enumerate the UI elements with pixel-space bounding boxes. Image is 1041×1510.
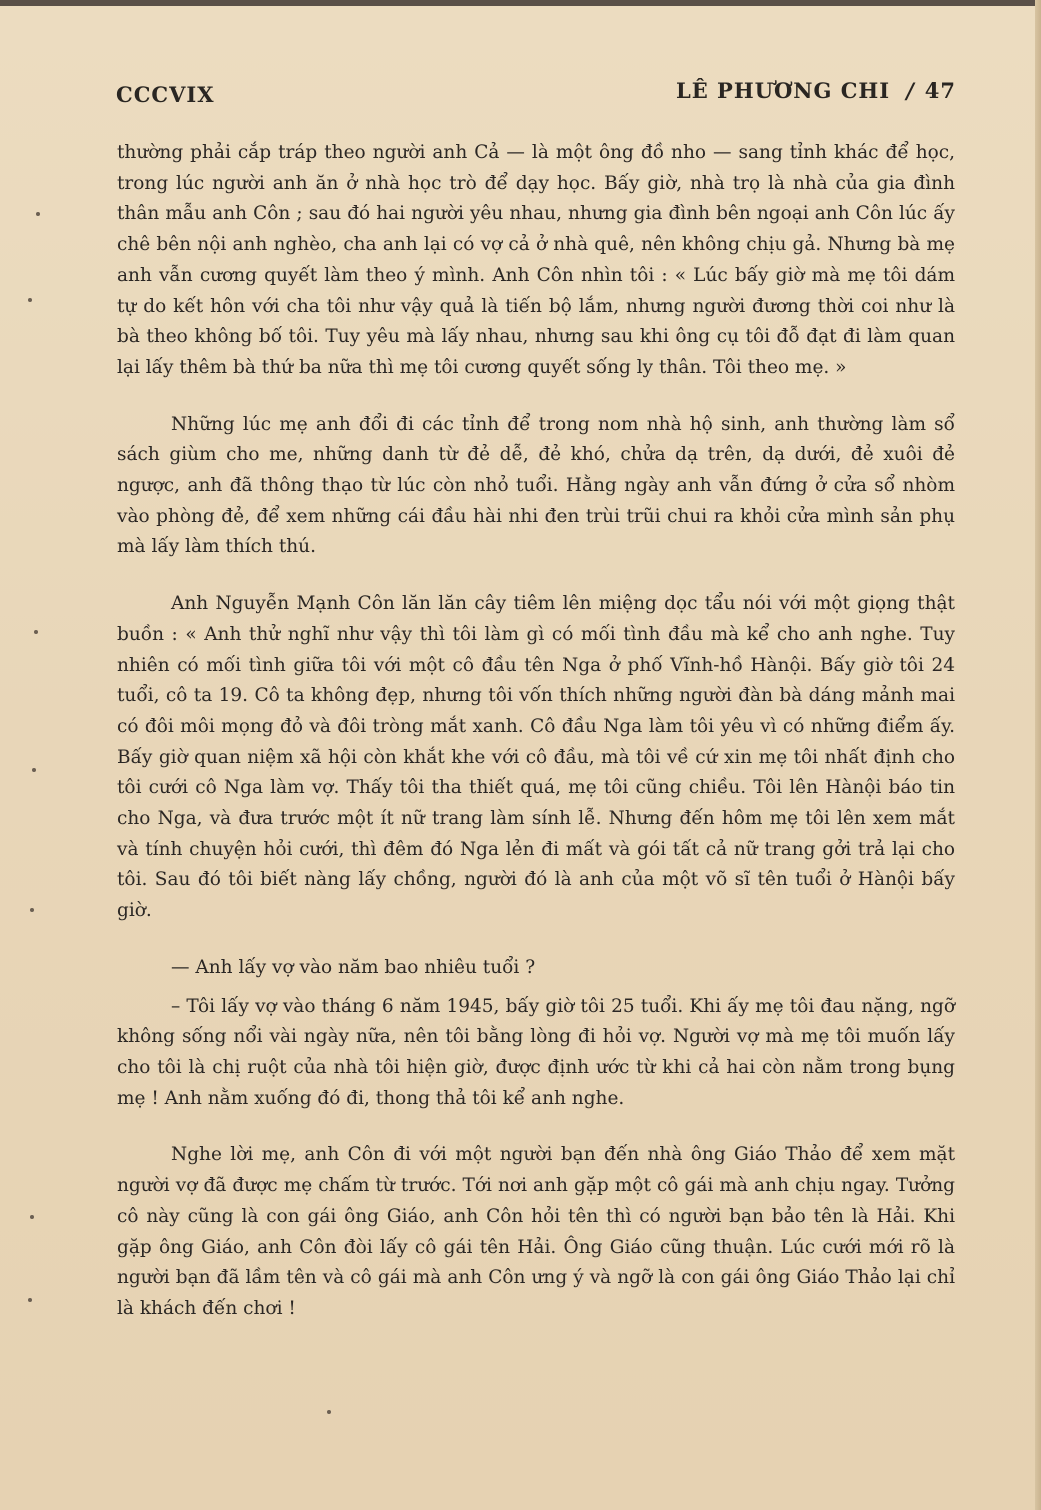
margin-speck: [28, 1298, 32, 1302]
paragraph-2: Những lúc mẹ anh đổi đi các tỉnh để trong nom nhà hộ sinh, anh thường làm sổ sách giùm cho me, những danh từ đẻ dễ, đẻ khó, chửa dạ trên, dạ dưới, đẻ xuôi đẻ ngược, anh đã thông thạo từ lúc còn nhỏ tuổi. Hằng ngày anh vẫn đứng ở cửa sổ nhòm vào phòng đẻ, để xem những cái đầu hài nhi đen trùi trũi chui ra khỏi cửa mình sản phụ mà lấy làm thích thú.: [117, 413, 955, 558]
author-name: LÊ PHƯƠNG CHI: [675, 78, 891, 103]
paragraph-3: Anh Nguyễn Mạnh Côn lăn lăn cây tiêm lên miệng dọc tẩu nói với một giọng thật buồn : « Anh thử nghĩ như vậy thì tôi làm gì có mối tình đầu mà kể cho anh nghe. Tuy nhiên có mối tình giữa tôi với một cô đầu tên Nga ở phố Vĩnh-hồ Hànội. Bấy giờ tôi 24 tuổi, cô ta 19. Cô ta không đẹp, nhưng tôi vốn thích những người đàn bà dáng mảnh mai có đôi môi mọng đỏ và đôi tròng mắt xanh. Cô đầu Nga làm tôi yêu vì có những điểm ấy. Bấy giờ quan niệm xã hội còn khắt khe với cô đầu, mà tôi về cứ xin mẹ tôi nhất định cho tôi cưới cô Nga làm vợ. Thấy tôi tha thiết quá, mẹ tôi cũng chiều. Tôi lên Hànội báo tin cho Nga, và đưa trước một ít nữ trang làm sính lễ. Nhưng đến hôm mẹ tôi lên xem mắt và tính chuyện hỏi cưới, thì đêm đó Nga lẻn đi mất và gói tất cả nữ trang gởi trả lại cho tôi. Sau đó tôi biết nàng lấy chồng, người đó là anh của một võ sĩ tên tuổi ở Hànội bấy giờ.: [117, 593, 955, 922]
margin-speck: [30, 1215, 34, 1219]
margin-speck: [32, 768, 36, 772]
dialogue-answer: – Tôi lấy vợ vào tháng 6 năm 1945, bấy giờ tôi 25 tuổi. Khi ấy mẹ tôi đau nặng, ngỡ không sống nổi vài ngày nữa, nên tôi bằng lòng đi hỏi vợ. Người vợ mà mẹ tôi muốn lấy cho tôi là chị ruột của nhà tôi hiện giờ, được định ước từ khi cả hai còn nằm trong bụng mẹ ! Anh nằm xuống đó đi, thong thả tôi kể anh nghe.: [117, 995, 955, 1109]
running-head: [676, 78, 956, 103]
margin-speck: [34, 630, 38, 634]
margin-speck: [36, 212, 40, 216]
body-text: [117, 138, 955, 1325]
margin-speck: [30, 908, 34, 912]
chapter-number: CCCVIX: [116, 82, 215, 107]
paragraph-6: Nghe lời mẹ, anh Côn đi với một người bạn đến nhà ông Giáo Thảo để xem mặt người vợ đã được mẹ chấm từ trước. Tới nơi anh gặp một cô gái mà anh chịu ngay. Tưởng cô này cũng là con gái ông Giáo, anh Côn hỏi tên thì có người bạn bảo tên là Hải. Khi gặp ông Giáo, anh Côn đòi lấy cô gái tên Hải. Ông Giáo cũng thuận. Lúc cưới mới rõ là người bạn đã lầm tên và cô gái mà anh Côn ưng ý và ngỡ là con gái ông Giáo Thảo lại chỉ là khách đến chơi !: [117, 1144, 955, 1319]
paragraph-1: thường phải cắp tráp theo người anh Cả — là một ông đồ nho — sang tỉnh khác để học, trong lúc người anh ăn ở nhà học trò để dạy học. Bấy giờ, nhà trọ là nhà của gia đình thân mẫu anh Côn ; sau đó hai người yêu nhau, nhưng gia đình bên ngoại anh Côn lúc ấy chê bên nội anh nghèo, cha anh lại có vợ cả ở nhà quê, nên không chịu gả. Nhưng bà mẹ anh vẫn cương quyết làm theo ý mình. Anh Côn nhìn tôi : « Lúc bấy giờ mà mẹ tôi dám tự do kết hôn với cha tôi như vậy quả là tiến bộ lắm, nhưng người đương thời coi như là bà theo không bố tôi. Tuy yêu mà lấy nhau, nhưng sau khi ông cụ tôi đỗ đạt đi làm quan lại lấy thêm bà thứ ba nữa thì mẹ tôi cương quyết sống ly thân. Tôi theo mẹ. »: [117, 142, 955, 378]
dialogue-question: — Anh lấy vợ vào năm bao nhiêu tuổi ?: [171, 956, 536, 978]
page-speck: [327, 1410, 331, 1414]
page-header: [116, 78, 956, 114]
page-top-edge: [0, 0, 1041, 6]
header-separator: /: [906, 78, 915, 103]
page-right-edge: [1035, 0, 1041, 1510]
page-number: 47: [924, 78, 956, 103]
margin-speck: [28, 298, 32, 302]
